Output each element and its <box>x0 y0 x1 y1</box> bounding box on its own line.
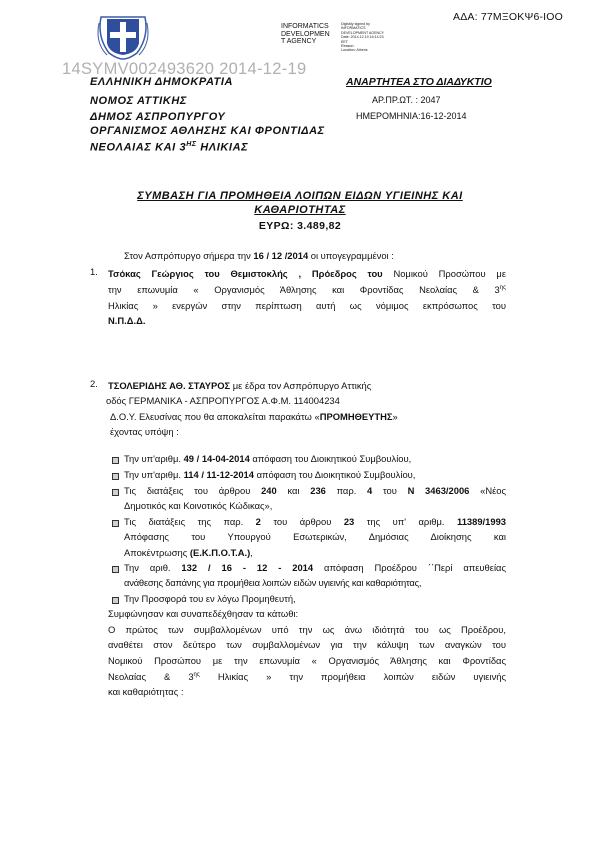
paragraph-text: Νεολαίας & 3 <box>108 671 194 683</box>
internet-posting-notice: ΑΝΑΡΤΗΤΕΑ ΣΤΟ ΔΙΑΔΥΚΤΙΟ <box>346 76 492 88</box>
agency-label <box>281 23 341 46</box>
party1-line <box>108 266 506 281</box>
bullet-bold: 4 <box>367 485 373 496</box>
agreed-line: Συμφώνησαν και συναπεδέχθησαν τα κάτωθι: <box>108 608 299 619</box>
paragraph-line: Νομικού Προσώπου με την επωνυμία « Οργανισμός Άθλησης και Φροντίδας <box>108 654 506 666</box>
ada-code: ΑΔΑ: 77ΜΞΟΚΨ6-ΙΟΟ <box>453 11 564 23</box>
signature-line: DEVELOPMENT AGENCY <box>341 30 385 35</box>
header-line-organization: ΟΡΓΑΝΙΣΜΟΣ ΑΘΛΗΣΗΣ ΚΑΙ ΦΡΟΝΤΙΔΑΣ <box>90 125 325 137</box>
registry-stamp: 14SYMV002493620 2014-12-19 <box>62 60 307 78</box>
bullet-text: Την αριθ. <box>124 562 182 573</box>
bullet-bold: 114 / 11-12-2014 <box>183 469 254 480</box>
bullet-icon <box>112 560 124 574</box>
bullet-item <box>124 467 506 482</box>
paragraph-line <box>108 668 506 684</box>
party1-line <box>108 281 506 297</box>
contract-amount: ΕΥΡΩ: 3.489,82 <box>258 220 342 232</box>
bullet-icon <box>112 483 124 497</box>
bullet-icon <box>112 467 124 481</box>
bullet-icon <box>112 514 124 528</box>
bullet-line <box>124 545 506 560</box>
bullet-text: Την Προσφορά του εν λόγω Προμηθευτή, <box>124 593 296 604</box>
contract-title-line2: ΚΑΘΑΡΙΟΤΗΤΑΣ <box>254 204 346 216</box>
bullet-item <box>124 451 506 466</box>
bullet-icon <box>112 591 124 605</box>
intro-text: Στον Ασπρόπυργο σήμερα την <box>124 250 254 261</box>
party1-number: 1. <box>90 266 98 277</box>
party2-text: Δ.Ο.Υ. Ελευσίνας που θα αποκαλείται παρακάτω « <box>110 410 320 422</box>
party2-number: 2. <box>90 378 98 389</box>
digital-signature <box>341 22 421 53</box>
paragraph-line: αναθέτει στον δεύτερο των συμβαλλομένων για την κάλυψη των αναγκών του <box>108 639 506 651</box>
header-line-republic: ΕΛΛΗΝΙΚΗ ΔΗΜΟΚΡΑΤΙΑ <box>90 76 234 88</box>
bullet-text: και <box>276 485 311 496</box>
bullet-text: Τις διατάξεις του άρθρου <box>124 485 262 496</box>
bullet-bold: 236 <box>310 485 326 496</box>
party2-line: οδός ΓΕΡΜΑΝΙΚΑ - ΑΣΠΡΟΠΥΡΓΟΣ Α.Φ.Μ. 114004234 <box>106 395 340 407</box>
bullet-text: Την υπ'αριθμ. <box>124 469 184 480</box>
contract-title-line1: ΣΥΜΒΑΣΗ ΓΙΑ ΠΡΟΜΗΘΕΙΑ ΛΟΙΠΩΝ ΕΙΔΩΝ ΥΓΙΕΙΝΗΣ ΚΑΙ <box>137 190 463 202</box>
bullet-text: του <box>372 485 408 496</box>
intro-date: 16 / 12 /2014 <box>253 250 309 261</box>
party2-role: ΠΡΟΜΗΘΕΥΤΗΣ <box>319 410 393 422</box>
bullet-line <box>124 483 506 498</box>
bullet-text: του άρθρου <box>260 516 344 527</box>
header-line-youth <box>90 141 248 154</box>
bullet-line: Δημοτικός και Κοινοτικός Κώδικας», <box>124 500 273 512</box>
bullet-text: , <box>250 546 253 558</box>
party1-text: την επωνυμία « Οργανισμός Άθλησης και Φροντίδας Νεολαίας & 3 <box>108 284 500 296</box>
bullet-line <box>124 514 506 529</box>
bullet-item <box>124 560 506 591</box>
header-youth-rest: ΗΛΙΚΙΑΣ <box>196 141 249 154</box>
bullet-icon <box>112 451 124 465</box>
party1-npdd: Ν.Π.Δ.Δ. <box>108 315 146 327</box>
signature-line: Digitally signed by <box>341 22 370 26</box>
intro-rest: οι υπογεγραμμένοι : <box>308 250 394 261</box>
bullet-line <box>124 560 506 575</box>
bullet-bold: 240 <box>261 485 277 496</box>
party2-text: με έδρα τον Ασπρόπυργο Αττικής <box>230 380 372 391</box>
bullet-text: της υπ' αριθμ. <box>354 516 457 527</box>
bullet-item <box>124 514 506 560</box>
bullet-line: ανάθεσης δαπάνης για προμήθεια λοιπών ειδών υγιεινής και καθαριότητας, <box>124 577 422 589</box>
bullet-text: απόφαση του Διοικητικού Συμβουλίου, <box>253 469 416 480</box>
bullet-text: απόφαση του Διοικητικού Συμβουλίου, <box>249 453 412 464</box>
signature-line: INFORMATICS <box>341 26 366 31</box>
bullet-text: παρ. <box>325 485 368 496</box>
bullet-item <box>124 591 506 606</box>
party1-text: Νομικού Προσώπου με <box>382 268 506 279</box>
bullet-bold: 11389/1993 <box>457 516 507 527</box>
agency-line: T AGENCY <box>281 38 317 46</box>
party2-line: έχοντας υπόψη : <box>110 425 179 437</box>
bullet-text: Τις διατάξεις της παρ. <box>124 516 256 527</box>
intro-line <box>124 248 394 263</box>
header-line-municipality: ΔΗΜΟΣ ΑΣΠΡΟΠΥΡΓΟΥ <box>90 111 226 123</box>
protocol-number: ΑΡ.ΠΡ.ΩΤ. : 2047 <box>372 95 441 105</box>
bullet-bold: (Ε.Κ.Π.Ο.Τ.Α.) <box>189 546 251 558</box>
party2-block <box>108 378 506 439</box>
party2-name: ΤΣΟΛΕΡΙΔΗΣ ΑΘ. ΣΤΑΥΡΟΣ <box>108 380 231 391</box>
party1-sup: ης <box>499 285 506 292</box>
header-youth-sup: ΗΣ <box>186 141 197 148</box>
agency-line: DEVELOPMEN <box>281 30 330 38</box>
bullet-text: Αποκέντρωσης <box>124 546 190 558</box>
signature-line: Reason: <box>341 44 355 49</box>
party1-line: Ηλικίας » ενεργών στην περίπτωση αυτή ως νόμιμος εκπρόσωπος του <box>108 299 506 311</box>
assignment-paragraph <box>108 622 506 700</box>
bullet-bold: 49 / 14-04-2014 <box>183 453 250 464</box>
bullet-item <box>124 483 506 514</box>
paragraph-text: Ηλικίας » την προμήθεια λοιπών ειδών υγιεινής <box>199 671 506 683</box>
party2-line <box>108 378 506 393</box>
agency-line: INFORMATICS <box>281 23 329 30</box>
bullet-text: απόφαση Προέδρου ΄΄Περί απευθείας <box>313 562 506 573</box>
header-line-prefecture: ΝΟΜΟΣ ΑΤΤΙΚΗΣ <box>90 95 187 107</box>
paragraph-line: και καθαριότητας : <box>108 686 184 698</box>
party2-line <box>110 409 506 424</box>
party1-name: Τσόκας Γεώργιος του Θεμιστοκλής , Πρόεδρος του <box>108 268 383 279</box>
party1-line <box>108 313 506 328</box>
bullet-bold: 2 <box>255 516 261 527</box>
bullet-bold: Ν 3463/2006 <box>407 485 470 496</box>
paragraph-sup: ης <box>193 671 200 678</box>
bullet-line: Απόφασης του Υπουργού Εσωτερικών, Δημόσιας Διοίκησης και <box>124 531 506 543</box>
greek-emblem-icon <box>97 13 149 61</box>
party2-text: » <box>392 410 398 422</box>
document-date: ΗΜΕΡΟΜΗΝΙΑ:16-12-2014 <box>356 111 467 121</box>
signature-line: Date: 2014.12.19 16:14:23 <box>341 35 384 40</box>
bullet-bold: 23 <box>343 516 355 527</box>
header-youth-text: ΝΕΟΛΑΙΑΣ ΚΑΙ 3 <box>90 141 187 154</box>
bullet-text: Την υπ'αριθμ. <box>124 453 184 464</box>
signature-line: Location: Athens <box>341 48 368 53</box>
bullet-bold: 132 / 16 - 12 - 2014 <box>181 562 314 573</box>
paragraph-line: Ο πρώτος των συμβαλλομένων υπό την ως άνω ιδιότητά του ως Προέδρου, <box>108 624 506 635</box>
signature-line: EET <box>341 39 348 44</box>
bullet-text: «Νέος <box>469 485 506 496</box>
party1-block <box>108 266 506 328</box>
